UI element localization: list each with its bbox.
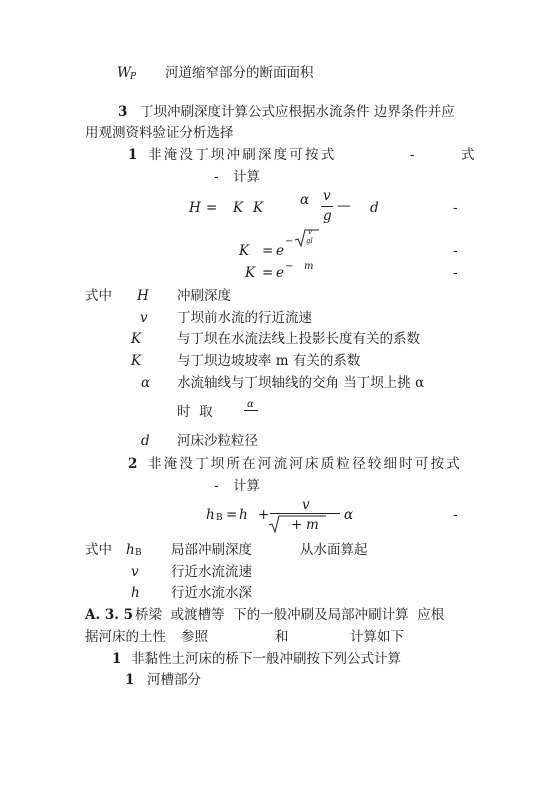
legend-sym: h bbox=[126, 542, 135, 558]
shiqu-fraction-bar bbox=[244, 410, 258, 411]
item-dash: - bbox=[214, 478, 219, 494]
legend-shizhong: 式中 bbox=[85, 288, 112, 304]
legend-sym: v bbox=[140, 310, 148, 326]
formula4-m: m bbox=[306, 517, 319, 533]
sub-text: 非黏性土河床的桥下一般冲刷按下列公式计算 bbox=[131, 651, 401, 667]
definition-text: 河道缩窄部分的断面面积 bbox=[165, 65, 314, 81]
legend-shiqu: 时 取 bbox=[177, 404, 213, 420]
formula-tag: - bbox=[453, 200, 458, 216]
legend-sym: K bbox=[131, 353, 142, 369]
sub-sub-text: 河槽部分 bbox=[147, 672, 201, 688]
formula4-tag: - bbox=[453, 507, 458, 523]
legend-desc: 与丁坝在水流法线上投影长度有关的系数 bbox=[177, 331, 420, 347]
legend-shiqu-alpha: α bbox=[247, 399, 254, 410]
legend-desc: 与丁坝边坡坡率 m 有关的系数 bbox=[177, 353, 361, 369]
section-cont-4: 计算如下 bbox=[350, 629, 404, 645]
formula3-minus: − bbox=[285, 261, 294, 272]
formula-g: g bbox=[323, 208, 332, 224]
formula3-eq: = bbox=[262, 265, 274, 281]
item-dash: - bbox=[410, 147, 415, 163]
formula-h: H bbox=[189, 200, 201, 216]
symbol-w-subscript: P bbox=[130, 72, 137, 82]
formula4-h: h bbox=[206, 507, 215, 523]
legend-sym: K bbox=[131, 331, 142, 347]
formula2-k: K bbox=[239, 243, 250, 259]
para-text-continued: 用观测资料验证分析选择 bbox=[85, 125, 234, 141]
para-text: 丁坝冲刷深度计算公式应根据水流条件 边界条件并应 bbox=[140, 104, 455, 120]
section-cont-1: 据河床的土性 bbox=[85, 629, 166, 645]
item-text: 非淹没丁坝所在河流河床质粒径较细时可按式 bbox=[148, 456, 462, 472]
formula2-minus: − bbox=[285, 236, 294, 247]
formula3-tag: - bbox=[453, 265, 458, 281]
legend-sym: v bbox=[131, 564, 139, 580]
formula2-e: e bbox=[276, 243, 284, 259]
formula-d: d bbox=[370, 200, 379, 216]
symbol-w: W bbox=[117, 65, 131, 81]
formula-v: v bbox=[323, 188, 331, 204]
legend-desc: 河床沙粒粒径 bbox=[177, 433, 258, 449]
formula-minus: — bbox=[337, 198, 351, 214]
formula3-exp: m bbox=[304, 261, 314, 272]
item-text: 非淹没丁坝冲刷深度可按式 bbox=[148, 147, 337, 163]
item-jisuan: 计算 bbox=[233, 478, 260, 494]
formula4-sub: B bbox=[216, 513, 223, 523]
legend-desc: 水流轴线与丁坝轴线的交角 当丁坝上挑 α bbox=[177, 375, 425, 391]
legend-desc: 丁坝前水流的行近流速 bbox=[177, 310, 312, 326]
section-cont-3: 和 bbox=[275, 629, 289, 645]
formula4-plus: + bbox=[258, 507, 270, 523]
formula4-v: v bbox=[302, 497, 310, 513]
formula3-e: e bbox=[276, 265, 284, 281]
legend-sym: d bbox=[141, 433, 150, 449]
formula-alpha: α bbox=[300, 192, 310, 208]
legend-sym: H bbox=[137, 288, 149, 304]
section-text: 桥梁 或渡槽等 下的一般冲刷及局部冲刷计算 应根 bbox=[135, 607, 445, 623]
legend-desc: 行近水流流速 bbox=[171, 564, 252, 580]
legend-desc: 冲刷深度 bbox=[177, 288, 231, 304]
formula4-fraction-bar bbox=[270, 513, 340, 514]
formula3-k: K bbox=[245, 265, 256, 281]
sub-sub-number: 1 bbox=[125, 672, 135, 688]
formula2-frac-bottom: gl bbox=[306, 237, 313, 245]
sub-number: 1 bbox=[112, 651, 122, 667]
formula4-plus2: + bbox=[291, 517, 303, 533]
item-number: 2 bbox=[128, 456, 138, 472]
formula2-tag: - bbox=[453, 243, 458, 259]
legend-sym-sub: B bbox=[135, 548, 142, 558]
item-number: 1 bbox=[128, 147, 138, 163]
formula-k2: K bbox=[253, 200, 264, 216]
legend-sym: h bbox=[131, 585, 140, 601]
legend-desc: 局部冲刷深度 bbox=[171, 542, 252, 558]
item-dash-2: - bbox=[214, 169, 219, 185]
item-jisuan: 计算 bbox=[233, 169, 260, 185]
legend-desc: 行近水流水深 bbox=[171, 585, 252, 601]
formula4-eq: = bbox=[226, 507, 238, 523]
formula4-alpha: α bbox=[344, 507, 354, 523]
formula2-frac-top: v bbox=[308, 228, 312, 236]
legend-shizhong: 式中 bbox=[85, 542, 112, 558]
para-number: 3 bbox=[118, 104, 128, 120]
formula2-eq: = bbox=[262, 243, 274, 259]
formula-k1: K bbox=[233, 200, 244, 216]
legend-extra: 从水面算起 bbox=[300, 542, 368, 558]
legend-sym: α bbox=[141, 375, 151, 391]
section-number: A. 3. 5 bbox=[85, 607, 134, 623]
item-shi: 式 bbox=[461, 147, 475, 163]
formula4-h2: h bbox=[239, 507, 248, 523]
section-cont-2: 参照 bbox=[181, 629, 208, 645]
formula-eq: = bbox=[206, 200, 218, 216]
